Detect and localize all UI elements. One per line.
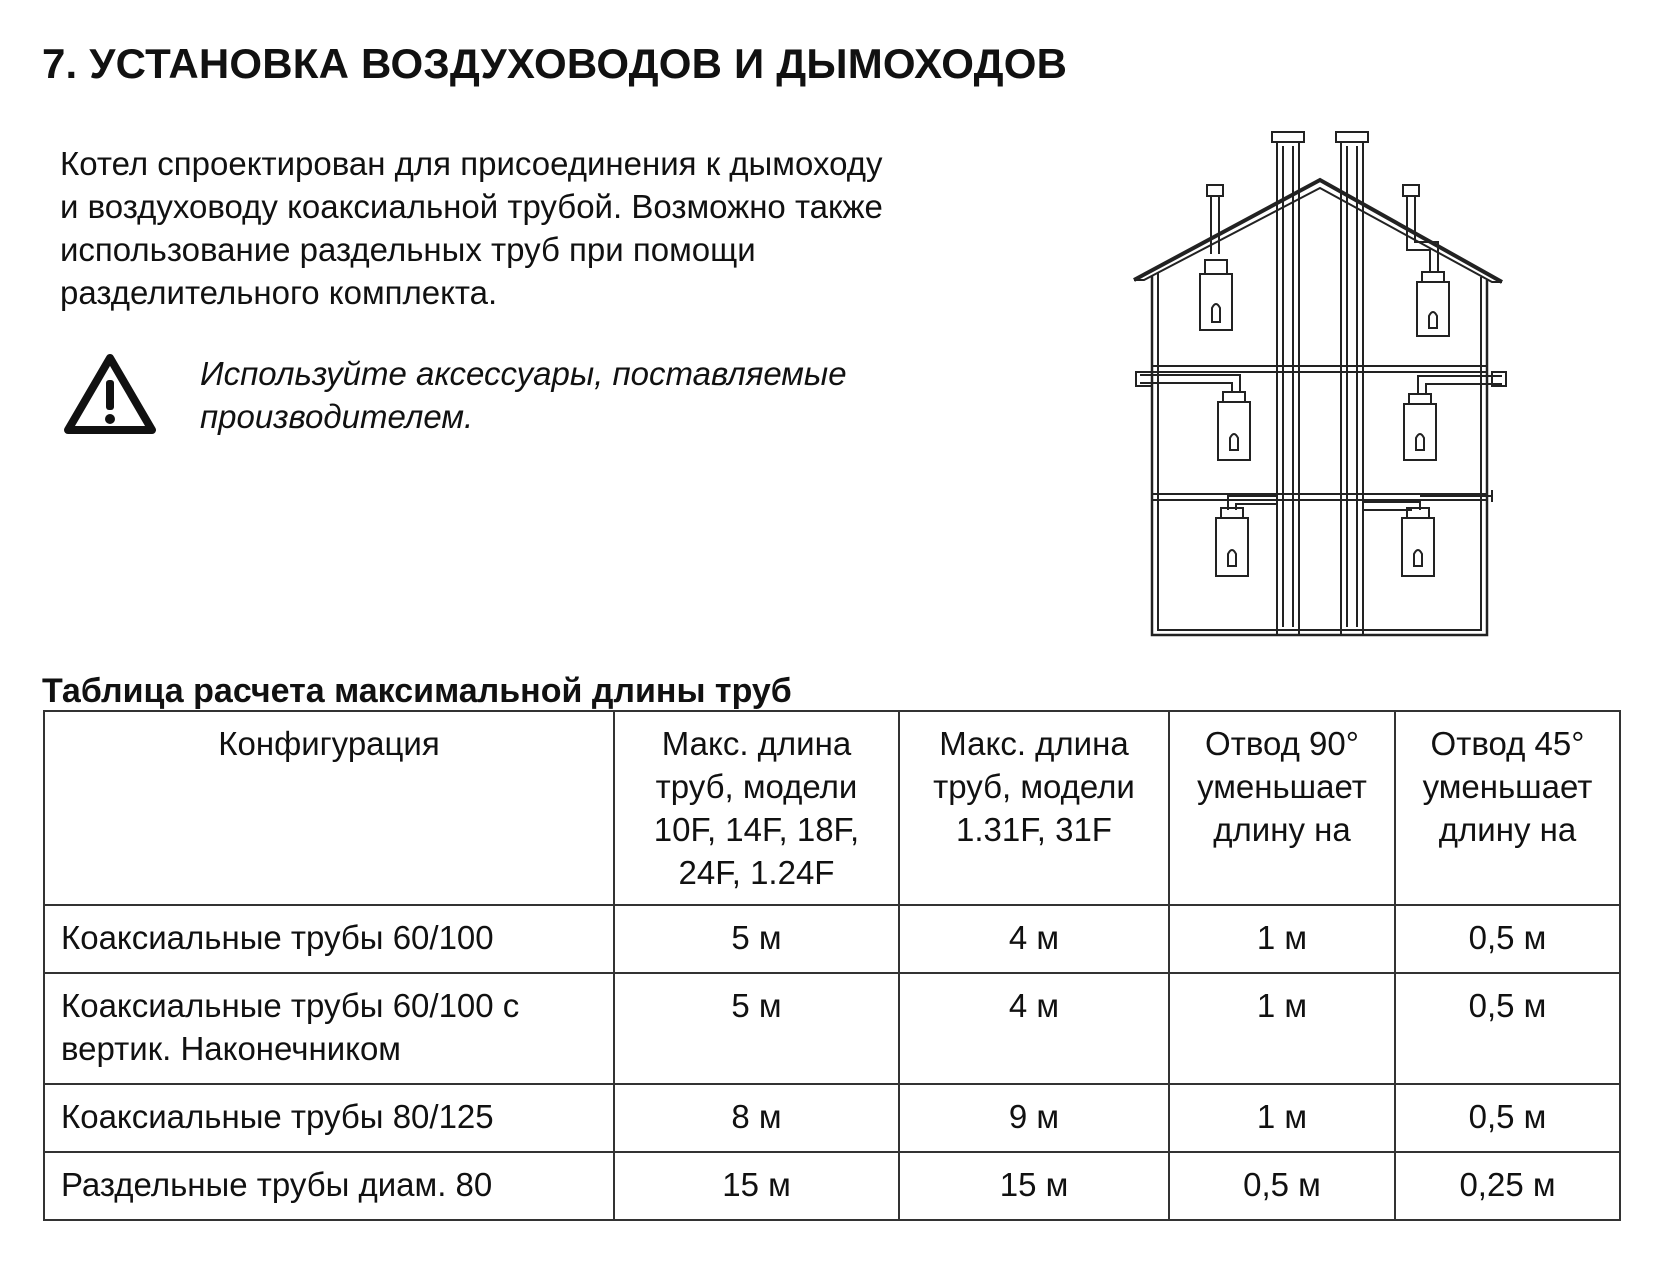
warning-text [200,352,960,438]
table-title: Таблица расчета максимальной длины труб [42,672,792,710]
table-cell: 5 м [614,905,899,973]
table-cell: 4 м [899,973,1169,1084]
column-header: Макс. длина труб, модели 1.31F, 31F [899,711,1169,905]
warning-line: производителем. [200,398,474,435]
table-cell: 0,25 м [1395,1152,1620,1220]
house-chimney-installation-icon [1130,130,1510,650]
table-cell: Коаксиальные трубы 80/125 [44,1084,614,1152]
warning-triangle-icon [62,352,158,438]
table-cell: 1 м [1169,1084,1395,1152]
table-cell: Коаксиальные трубы 60/100 [44,905,614,973]
table-cell: 1 м [1169,973,1395,1084]
table-cell: 0,5 м [1169,1152,1395,1220]
table-cell: 4 м [899,905,1169,973]
table-cell: Коаксиальные трубы 60/100 с вертик. Наконечником [44,973,614,1084]
warning-line: Используйте аксессуары, поставляемые [200,355,847,392]
table-cell: 0,5 м [1395,973,1620,1084]
intro-line: и воздуховоду коаксиальной трубой. Возможно также [60,188,883,225]
table-cell: 15 м [614,1152,899,1220]
table-cell: 0,5 м [1395,1084,1620,1152]
intro-line: Котел спроектирован для присоединения к дымоходу [60,145,883,182]
column-header: Конфигурация [44,711,614,905]
table-cell: 15 м [899,1152,1169,1220]
intro-line: использование раздельных труб при помощи [60,231,756,268]
table-cell: 9 м [899,1084,1169,1152]
table-row [44,905,1620,973]
table-cell: 1 м [1169,905,1395,973]
table-row [44,1084,1620,1152]
table-row [44,1152,1620,1220]
warning-note [62,352,962,462]
intro-paragraph [60,142,1020,314]
table-cell: 5 м [614,973,899,1084]
column-header: Отвод 90° уменьшает длину на [1169,711,1395,905]
table-cell: 0,5 м [1395,905,1620,973]
table-cell: Раздельные трубы диам. 80 [44,1152,614,1220]
column-header: Макс. длина труб, модели 10F, 14F, 18F, 24F, 1.24F [614,711,899,905]
column-header: Отвод 45° уменьшает длину на [1395,711,1620,905]
table-cell: 8 м [614,1084,899,1152]
table-row [44,973,1620,1084]
table-header-row [44,711,1620,905]
intro-line: разделительного комплекта. [60,274,498,311]
pipe-length-table [43,710,1621,1221]
section-title: 7. УСТАНОВКА ВОЗДУХОВОДОВ И ДЫМОХОДОВ [42,40,1068,87]
